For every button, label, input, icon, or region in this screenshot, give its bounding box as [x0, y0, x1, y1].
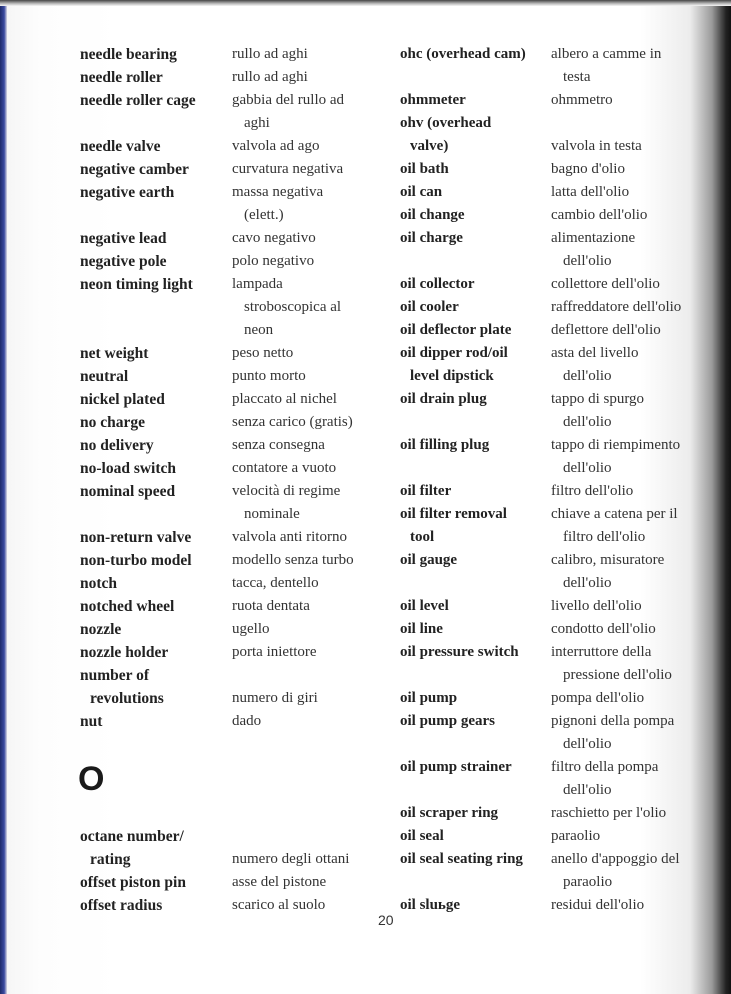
entry-line: modello senza turbo	[232, 552, 354, 568]
entry-line: dell'olio	[563, 460, 612, 476]
blank-line	[80, 296, 228, 319]
entry-line: oil scraper ring	[400, 805, 499, 821]
blank-line	[400, 779, 550, 802]
entry-line: ohmmeter	[400, 92, 466, 108]
entry-line: ugello	[232, 621, 270, 637]
entry-line: livello dell'olio	[551, 598, 642, 614]
entry-line: dell'olio	[563, 368, 612, 384]
entry-line: residui dell'olio	[551, 897, 645, 913]
entry-line: negative camber	[80, 161, 189, 178]
right-italian-column	[551, 43, 721, 917]
entry-line: asta del livello	[551, 345, 639, 361]
blank-line	[80, 319, 228, 342]
entry-line: oil charge	[400, 230, 463, 246]
blank-line	[400, 664, 550, 687]
entry-line: condotto dell'olio	[551, 621, 656, 637]
entry-line: oil sluьge	[400, 897, 461, 913]
entry-line: needle roller cage	[80, 92, 196, 109]
entry-line: albero a camme in	[551, 46, 662, 62]
entry-line: valvola anti ritorno	[232, 529, 347, 545]
blank-line	[400, 733, 550, 756]
entry-line: net weight	[80, 345, 149, 362]
entry-line: tappo di riempimento	[551, 437, 681, 453]
entry-line: neutral	[80, 368, 129, 385]
entry-line: oil can	[400, 184, 443, 200]
entry-line: number of	[80, 667, 150, 684]
entry-line: pompa dell'olio	[551, 690, 645, 706]
blank-line	[80, 112, 228, 135]
entry-line: cambio dell'olio	[551, 207, 648, 223]
entry-line: neon	[244, 322, 274, 338]
blank-line	[551, 112, 721, 135]
right-english-column	[400, 43, 550, 917]
blank-line	[400, 250, 550, 273]
entry-line: tappo di spurgo	[551, 391, 645, 407]
entry-line: pignoni della pompa	[551, 713, 675, 729]
entry-line: calibro, misuratore	[551, 552, 665, 568]
entry-line: valvola in testa	[551, 138, 642, 154]
entry-line: oil cooler	[400, 299, 459, 315]
entry-line: nominal speed	[80, 483, 176, 500]
entry-line: stroboscopica al	[244, 299, 342, 315]
entry-line: nozzle	[80, 621, 122, 638]
entry-line: nominale	[244, 506, 300, 522]
book-spine-edge	[0, 0, 7, 994]
left-italian-column	[232, 43, 382, 917]
entry-line: latta dell'olio	[551, 184, 630, 200]
entry-line: aghi	[244, 115, 270, 131]
section-letter-heading: O	[78, 760, 105, 798]
entry-line: lampada	[232, 276, 283, 292]
entry-line: peso netto	[232, 345, 294, 361]
blank-line	[232, 825, 382, 848]
entry-line: nickel plated	[80, 391, 165, 408]
entry-line: negative lead	[80, 230, 167, 247]
entry-line: ohv (overhead	[400, 115, 492, 131]
blank-line	[400, 66, 550, 89]
blank-line	[80, 733, 228, 756]
entry-line: oil dipper rod/oil	[400, 345, 508, 361]
entry-line: nozzle holder	[80, 644, 169, 661]
entry-line: collettore dell'olio	[551, 276, 660, 292]
entry-line: filtro della pompa	[551, 759, 659, 775]
entry-line: nut	[80, 713, 103, 730]
entry-line: negative pole	[80, 253, 167, 270]
entry-line: offset piston pin	[80, 874, 186, 891]
entry-line: no-load switch	[80, 460, 177, 477]
blank-line	[232, 664, 382, 687]
blank-line	[400, 411, 550, 434]
entry-line: tool	[410, 529, 435, 545]
entry-line: contatore a vuoto	[232, 460, 337, 476]
entry-line: ruota dentata	[232, 598, 310, 614]
entry-line: paraolio	[563, 874, 613, 890]
entry-line: oil line	[400, 621, 443, 637]
entry-line: oil filter removal	[400, 506, 507, 522]
entry-line: oil collector	[400, 276, 475, 292]
entry-line: senza consegna	[232, 437, 325, 453]
entry-line: revolutions	[90, 690, 164, 707]
entry-line: anello d'appoggio del	[551, 851, 680, 867]
entry-line: paraolio	[551, 828, 601, 844]
entry-line: porta iniettore	[232, 644, 317, 660]
entry-line: needle bearing	[80, 46, 177, 63]
entry-line: no charge	[80, 414, 146, 431]
entry-line: octane number/	[80, 828, 184, 845]
entry-line: dell'olio	[563, 736, 612, 752]
entry-line: notch	[80, 575, 118, 592]
entry-line: oil seal seating ring	[400, 851, 523, 867]
blank-line	[232, 733, 382, 756]
blank-line	[80, 204, 228, 227]
entry-line: valvola ad ago	[232, 138, 320, 154]
entry-line: polo negativo	[232, 253, 315, 269]
entry-line: filtro dell'olio	[563, 529, 646, 545]
blank-line	[400, 457, 550, 480]
entry-line: gabbia del rullo ad	[232, 92, 345, 108]
entry-line: oil seal	[400, 828, 444, 844]
entry-line: needle roller	[80, 69, 163, 86]
entry-line: rating	[90, 851, 131, 868]
entry-line: negative earth	[80, 184, 175, 201]
entry-line: cavo negativo	[232, 230, 316, 246]
entry-line: non-return valve	[80, 529, 192, 546]
entry-line: velocità di regime	[232, 483, 341, 499]
entry-line: chiave a catena per il	[551, 506, 678, 522]
entry-line: testa	[563, 69, 591, 85]
entry-line: placcato al nichel	[232, 391, 337, 407]
entry-line: tacca, dentello	[232, 575, 319, 591]
entry-line: numero degli ottani	[232, 851, 350, 867]
entry-line: raschietto per l'olio	[551, 805, 667, 821]
entry-line: oil pump	[400, 690, 458, 706]
entry-line: rullo ad aghi	[232, 69, 308, 85]
entry-line: offset radius	[80, 897, 163, 914]
entry-line: oil pump strainer	[400, 759, 512, 775]
entry-line: curvatura negativa	[232, 161, 344, 177]
entry-line: non-turbo model	[80, 552, 192, 569]
entry-line: senza carico (gratis)	[232, 414, 353, 430]
entry-line: pressione dell'olio	[563, 667, 672, 683]
entry-line: notched wheel	[80, 598, 175, 615]
entry-line: massa negativa	[232, 184, 324, 200]
entry-line: neon timing light	[80, 276, 193, 293]
blank-line	[80, 503, 228, 526]
entry-line: dell'olio	[563, 575, 612, 591]
blank-line	[400, 871, 550, 894]
entry-line: level dipstick	[410, 368, 494, 384]
entry-line: numero di giri	[232, 690, 318, 706]
entry-line: rullo ad aghi	[232, 46, 308, 62]
entry-line: dell'olio	[563, 782, 612, 798]
entry-line: dell'olio	[563, 414, 612, 430]
entry-line: valve)	[410, 138, 449, 154]
entry-line: punto morto	[232, 368, 306, 384]
entry-line: filtro dell'olio	[551, 483, 634, 499]
blank-line	[232, 779, 382, 802]
entry-line: scarico al suolo	[232, 897, 326, 913]
page-top-shadow	[0, 0, 731, 6]
entry-line: deflettore dell'olio	[551, 322, 661, 338]
entry-line: no delivery	[80, 437, 154, 454]
entry-line: oil filter	[400, 483, 452, 499]
entry-line: (elett.)	[244, 207, 284, 223]
entry-line: asse del pistone	[232, 874, 327, 890]
entry-line: oil bath	[400, 161, 449, 177]
entry-line: ohmmetro	[551, 92, 613, 108]
blank-line	[232, 802, 382, 825]
entry-line: dado	[232, 713, 262, 729]
blank-line	[80, 802, 228, 825]
entry-line: interruttore della	[551, 644, 652, 660]
entry-line: oil gauge	[400, 552, 458, 568]
entry-line: alimentazione	[551, 230, 636, 246]
page-number: 20	[378, 912, 394, 928]
blank-line	[232, 756, 382, 779]
entry-line: oil level	[400, 598, 449, 614]
entry-line: bagno d'olio	[551, 161, 625, 177]
entry-line: oil drain plug	[400, 391, 487, 407]
entry-line: ohc (overhead cam)	[400, 46, 526, 62]
blank-line	[400, 572, 550, 595]
entry-line: needle valve	[80, 138, 161, 155]
entry-line: oil deflector plate	[400, 322, 512, 338]
entry-line: dell'olio	[563, 253, 612, 269]
entry-line: oil change	[400, 207, 465, 223]
entry-line: oil pump gears	[400, 713, 496, 729]
entry-line: oil pressure switch	[400, 644, 519, 660]
entry-line: raffreddatore dell'olio	[551, 299, 682, 315]
entry-line: oil filling plug	[400, 437, 490, 453]
